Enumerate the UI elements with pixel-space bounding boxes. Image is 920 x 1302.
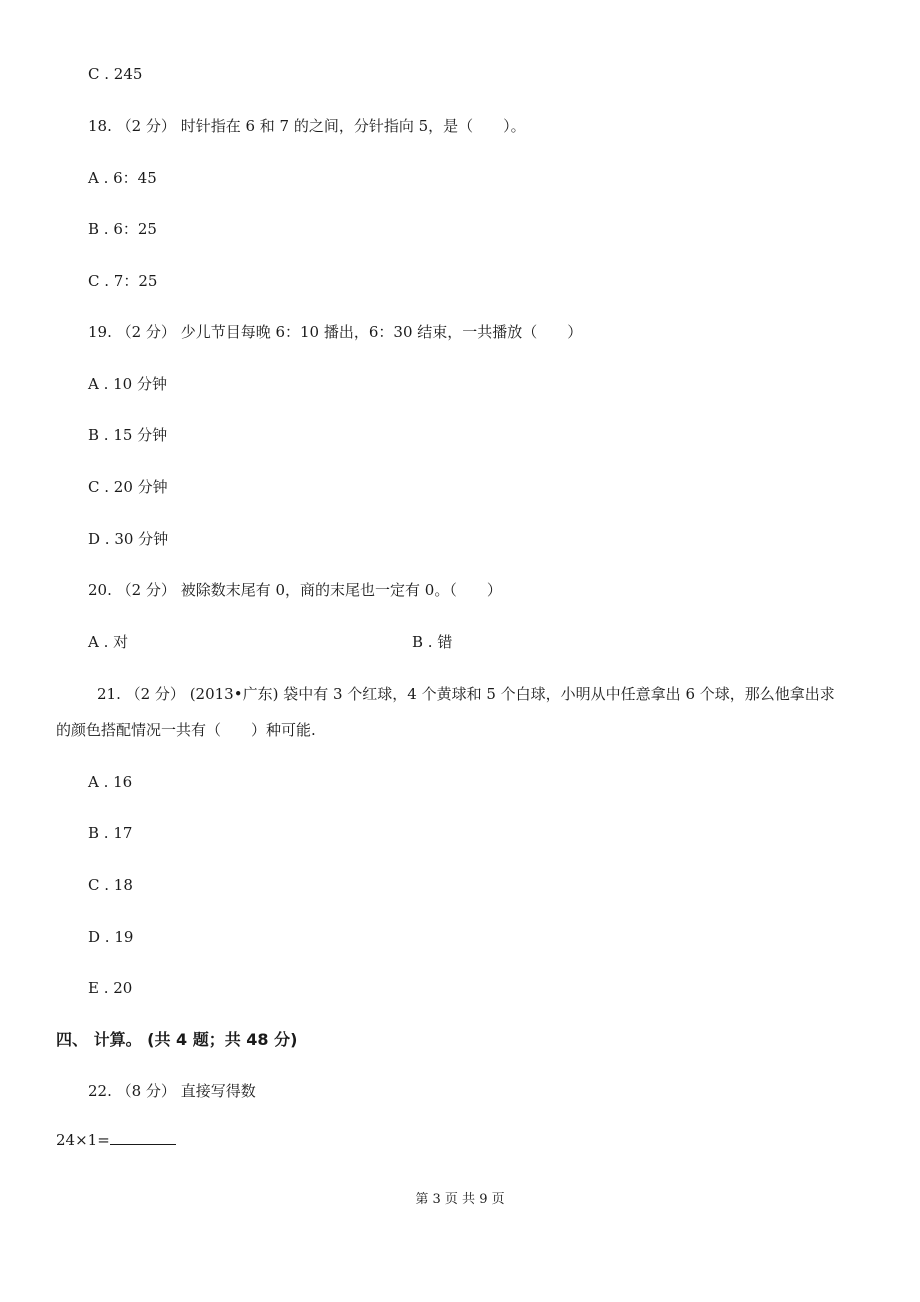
question-21-line2: 的颜色搭配情况一共有（ ）种可能. <box>56 721 316 739</box>
question-22-item-1 <box>56 1130 176 1150</box>
option-b-18: B . 6：25 <box>88 220 157 238</box>
question-22: 22. （8 分） 直接写得数 <box>88 1082 256 1100</box>
question-20: 20. （2 分） 被除数末尾有 0，商的末尾也一定有 0。（ ） <box>88 581 502 599</box>
section-heading-4: 四、 计算。 (共 4 题；共 48 分) <box>56 1030 298 1049</box>
option-a-19: A . 10 分钟 <box>88 375 167 393</box>
question-18: 18. （2 分） 时针指在 6 和 7 的之间，分针指向 5，是（ ）。 <box>88 117 526 135</box>
option-b-21: B . 17 <box>88 824 133 842</box>
option-c-21: C . 18 <box>88 876 133 894</box>
option-b-20: B . 错 <box>412 633 453 651</box>
option-a-18: A . 6：45 <box>88 169 157 187</box>
question-22-item-expr: 24×1= <box>56 1131 110 1149</box>
option-c-17: C . 245 <box>88 65 143 83</box>
question-21-line1: 21. （2 分） (2013•广东) 袋中有 3 个红球，4 个黄球和 5 个白球，小明从中任意拿出 6 个球，那么他拿出求 <box>97 685 835 703</box>
option-a-20: A . 对 <box>88 633 129 651</box>
question-19: 19. （2 分） 少儿节目每晚 6：10 播出，6：30 结束，一共播放（ ） <box>88 323 583 341</box>
option-d-21: D . 19 <box>88 928 134 946</box>
option-c-18: C . 7：25 <box>88 272 158 290</box>
option-c-19: C . 20 分钟 <box>88 478 168 496</box>
option-a-21: A . 16 <box>88 773 133 791</box>
option-d-19: D . 30 分钟 <box>88 530 169 548</box>
answer-blank[interactable] <box>110 1130 176 1145</box>
page-footer: 第 3 页 共 9 页 <box>415 1192 505 1207</box>
option-b-19: B . 15 分钟 <box>88 426 168 444</box>
option-e-21: E . 20 <box>88 979 133 997</box>
